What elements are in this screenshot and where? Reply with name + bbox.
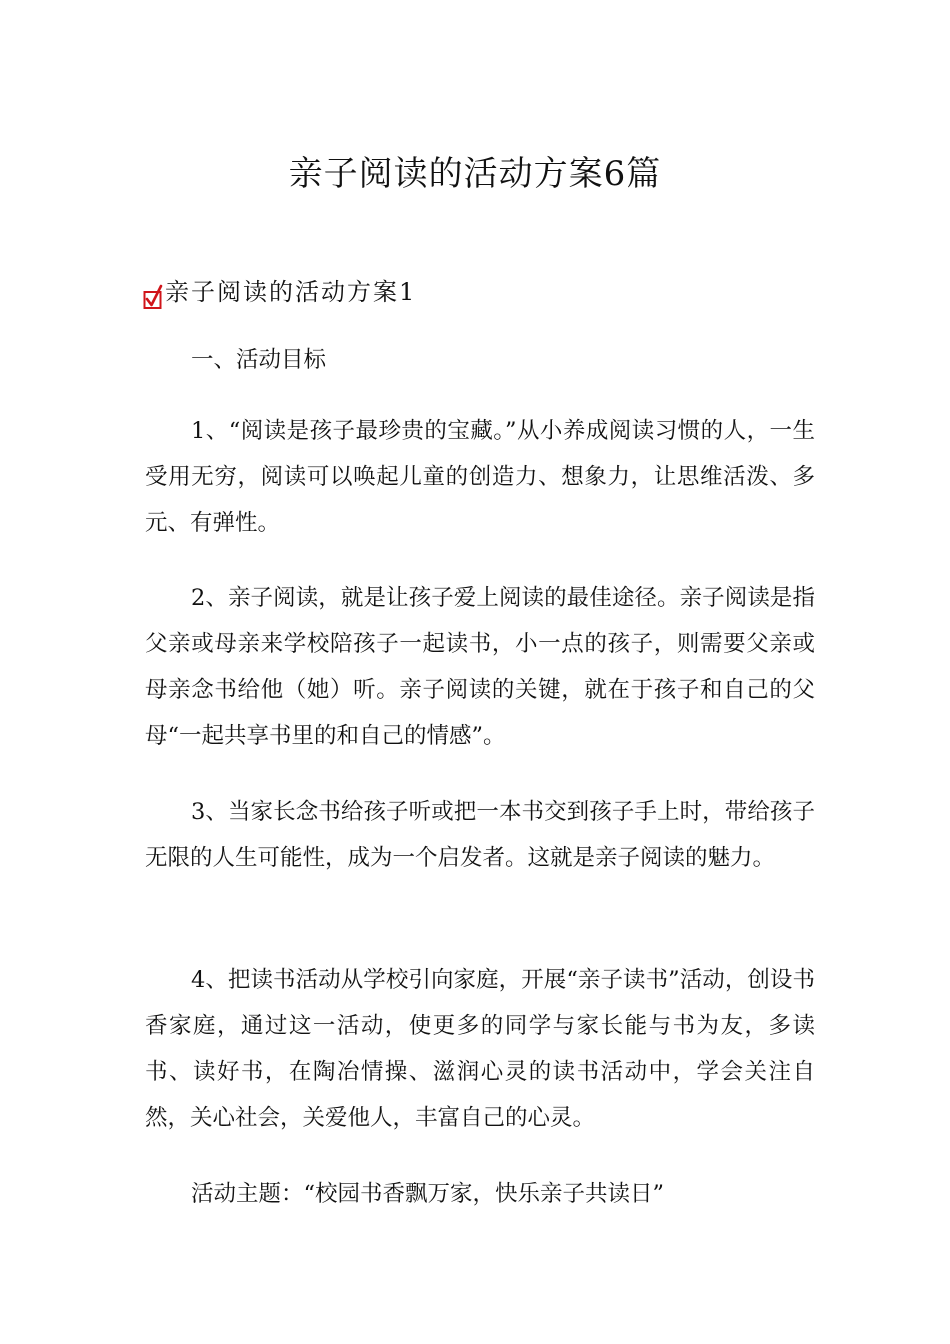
- paragraph-3: 3、当家长念书给孩子听或把一本书交到孩子手上时，带给孩子无限的人生可能性，成为一个启发者。这就是亲子阅读的魅力。: [145, 799, 815, 871]
- paragraph-4: 4、把读书活动从学校引向家庭，开展“亲子读书”活动，创设书香家庭，通过这一活动，使更多的同学与家长能与书为友，多读书、读好书，在陶冶情操、滋润心灵的读书活动中，学会关注自然，关心社会，关爱他人，丰富自己的心灵。: [145, 967, 815, 1131]
- paragraph-2: 2、亲子阅读，就是让孩子爱上阅读的最佳途径。亲子阅读是指父亲或母亲来学校陪孩子一起读书，小一点的孩子，则需要父亲或母亲念书给他（她）听。亲子阅读的关键，就在于孩子和自己的父母“一起共享书里的和自己的情感”。: [145, 585, 815, 749]
- paragraph-1: 1、“阅读是孩子最珍贵的宝藏。”从小养成阅读习惯的人，一生受用无穷，阅读可以唤起儿童的创造力、想象力，让思维活泼、多元、有弹性。: [145, 418, 815, 536]
- document-title: 亲子阅读的活动方案6篇: [288, 154, 662, 194]
- activity-theme: 活动主题：“校园书香飘万家，快乐亲子共读日”: [191, 1181, 665, 1207]
- goal-subtitle: 一、活动目标: [191, 347, 327, 373]
- checkbox-checked-icon: [143, 282, 163, 310]
- section-heading-text: 亲子阅读的活动方案1: [165, 278, 417, 306]
- section-heading: [143, 272, 416, 312]
